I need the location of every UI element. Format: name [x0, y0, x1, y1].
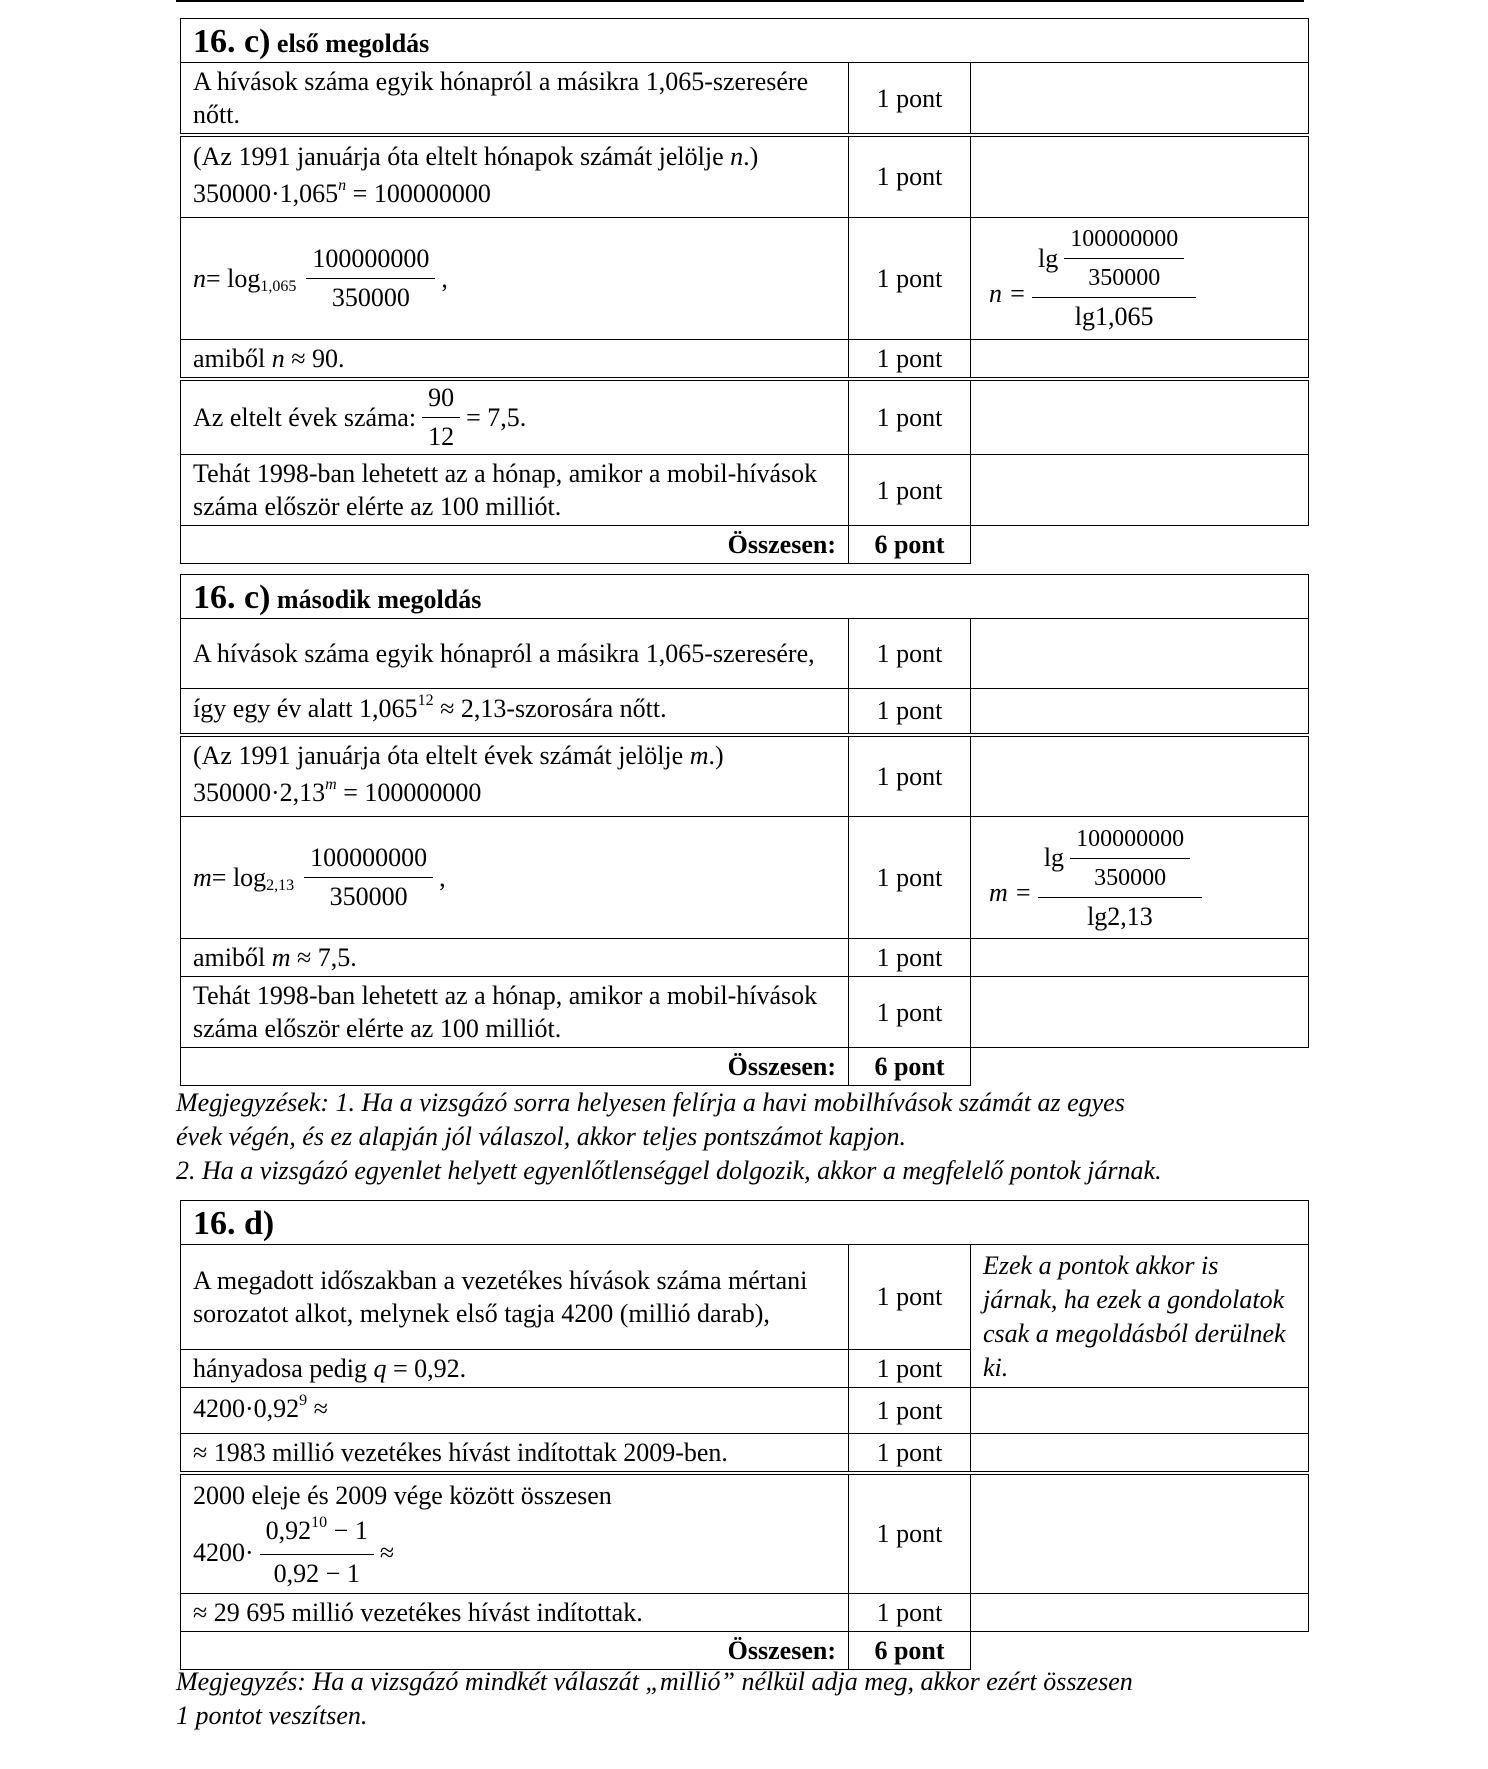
step-points: 1 pont — [849, 735, 971, 817]
step-text: ≈ 29 695 millió vezetékes hívást indítottak. — [181, 1593, 849, 1631]
step-points: 1 pont — [849, 63, 971, 136]
step-points: 1 pont — [849, 1349, 971, 1387]
step-comment — [971, 339, 1309, 379]
step-comment — [971, 135, 1309, 217]
step-text: amiből m ≈ 7,5. — [181, 939, 849, 977]
step-comment — [971, 735, 1309, 817]
step-points: 1 pont — [849, 379, 971, 455]
note-line: Megjegyzés: Ha a vizsgázó mindkét válaszát „millió” nélkül adja meg, akkor ezért összesen — [176, 1667, 1133, 1696]
solution-table-16c-second — [180, 574, 1309, 1086]
note-line: Megjegyzések: 1. Ha a vizsgázó sorra helyesen felírja a havi mobilhívások számát az egyes — [176, 1088, 1125, 1117]
note-line: évek végén, és ez alapján jól válaszol, akkor teljes pontszámot kapjon. — [176, 1122, 907, 1151]
step-comment — [971, 939, 1309, 977]
step-comment — [971, 977, 1309, 1048]
step-comment — [971, 455, 1309, 526]
step-text: Tehát 1998-ban lehetett az a hónap, amikor a mobil-hívások száma először elérte az 100 milliót. — [181, 977, 849, 1048]
alt-formula: n = lg $\frac{100000000}{350000}$ lg1,065 — [971, 217, 1309, 339]
step-points: 1 pont — [849, 817, 971, 939]
step-text: Tehát 1998-ban lehetett az a hónap, amikor a mobil-hívások száma először elérte az 100 milliót. — [181, 455, 849, 526]
notes-block-2 — [176, 1665, 1336, 1733]
total-label: Összesen: — [181, 1631, 849, 1669]
total-label: Összesen: — [181, 1048, 849, 1086]
step-points: 1 pont — [849, 1388, 971, 1434]
total-label: Összesen: — [181, 526, 849, 564]
table-heading: 16. d) — [181, 1201, 1309, 1245]
step-text: hányadosa pedig q = 0,92. — [181, 1349, 849, 1387]
step-points: 1 pont — [849, 619, 971, 689]
step-text: amiből n ≈ 90. — [181, 339, 849, 379]
step-comment — [971, 619, 1309, 689]
note-line: 2. Ha a vizsgázó egyenlet helyett egyenlőtlenséggel dolgozik, akkor a megfelelő pontok járnak. — [176, 1156, 1162, 1185]
step-equation-cell: (Az 1991 januárja óta eltelt évek számát jelölje m.) $350000\cdot 2,13^m = 100000000$ — [181, 735, 849, 817]
total-points: 6 pont — [849, 1631, 971, 1669]
step-points: 1 pont — [849, 1434, 971, 1474]
step-points: 1 pont — [849, 1245, 971, 1350]
notes-block-1 — [176, 1086, 1336, 1188]
step-text: A hívások száma egyik hónapról a másikra 1,065-szeresére nőtt. — [181, 63, 849, 136]
top-rule — [176, 0, 1304, 2]
solution-table-16d — [180, 1200, 1309, 1670]
total-points: 6 pont — [849, 526, 971, 564]
step-log-cell: n = log 1,065 $\frac{100000000}{350000}$ , — [181, 217, 849, 339]
step-text: ≈ 1983 millió vezetékes hívást indítottak 2009-ben. — [181, 1434, 849, 1474]
alt-formula: m = lg $\frac{100000000}{350000}$ lg2,13 — [971, 817, 1309, 939]
step-text: A megadott időszakban a vezetékes hívások száma mértani sorozatot alkot, melynek első tagja 4200 (millió darab), — [181, 1245, 849, 1350]
side-note: Ezek a pontok akkor is járnak, ha ezek a gondolatok csak a megoldásból derülnek ki. — [971, 1245, 1309, 1388]
step-comment — [971, 1473, 1309, 1593]
solution-table-16c-first — [180, 18, 1309, 564]
step-points: 1 pont — [849, 1593, 971, 1631]
step-comment — [971, 1388, 1309, 1434]
step-sum-cell: 2000 eleje és 2009 vége között összesen 4200· $\frac{0,92^{10} - 1}{0,92 - 1}$ ≈ — [181, 1473, 849, 1593]
total-points: 6 pont — [849, 1048, 971, 1086]
step-points: 1 pont — [849, 977, 971, 1048]
step-text: A hívások száma egyik hónapról a másikra 1,065-szeresére, — [181, 619, 849, 689]
table-heading: 16. c) második megoldás — [181, 575, 1309, 619]
step-comment — [971, 1434, 1309, 1474]
step-comment — [971, 379, 1309, 455]
table-heading: 16. c) első megoldás — [181, 19, 1309, 63]
note-line: 1 pontot veszítsen. — [176, 1701, 368, 1730]
step-points: 1 pont — [849, 135, 971, 217]
step-points: 1 pont — [849, 217, 971, 339]
step-comment — [971, 63, 1309, 136]
step-points: 1 pont — [849, 339, 971, 379]
step-text: $4200\cdot 0,92^9$ ≈ — [181, 1388, 849, 1434]
step-comment — [971, 1593, 1309, 1631]
step-points: 1 pont — [849, 689, 971, 735]
step-text: így egy év alatt $1,065^{12}$ ≈ 2,13-szorosára nőtt. — [181, 689, 849, 735]
step-comment — [971, 689, 1309, 735]
step-points: 1 pont — [849, 1473, 971, 1593]
step-points: 1 pont — [849, 939, 971, 977]
step-log-cell: m = log 2,13 $\frac{100000000}{350000}$ , — [181, 817, 849, 939]
step-equation-cell: (Az 1991 januárja óta eltelt hónapok számát jelölje n.) $350000\cdot 1,065^n = 100000000$ — [181, 135, 849, 217]
step-points: 1 pont — [849, 455, 971, 526]
step-text: Az eltelt évek száma: $\frac{90}{12}$ = 7,5. — [181, 379, 849, 455]
